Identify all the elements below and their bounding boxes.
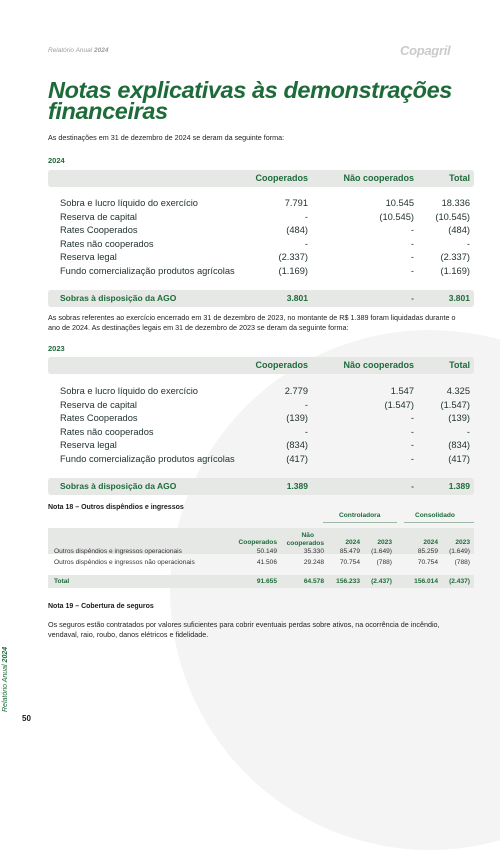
cell-value: 50.149 [256, 548, 277, 555]
cell-total: - [466, 238, 470, 249]
cell-cooperados: 7.791 [284, 198, 308, 208]
cell-value: 70.754 [417, 558, 438, 566]
total-cooperados: 1.389 [286, 481, 308, 491]
cell-nao-cooperados: (1.547) [384, 399, 414, 410]
table-row [48, 385, 474, 399]
cell-total: 18.336 [441, 198, 470, 208]
cell-cooperados: - [304, 211, 308, 222]
cell-value: (788) [376, 558, 392, 566]
cell-nao-cooperados: - [410, 413, 414, 423]
group-controladora-rule [323, 522, 397, 523]
page-title: Notas explicativas às demonstrações financeiras [48, 77, 452, 124]
cell-cooperados: (417) [286, 453, 308, 464]
row-label: Rates Cooperados [60, 225, 138, 235]
table-row [48, 238, 474, 252]
total-label: Sobras à disposição da AGO [60, 293, 177, 303]
year-label-2024: 2024 [48, 156, 65, 165]
table-row [48, 439, 474, 453]
row-label: Sobra e lucro líquido do exercício [60, 198, 198, 208]
cell-cooperados: (139) [286, 413, 308, 423]
cell-value: 41.506 [256, 558, 277, 566]
group-consolidado: Consolidado [415, 512, 455, 519]
table-row [48, 265, 474, 279]
nota18-total [48, 575, 474, 588]
cell-value: (1.649) [371, 548, 392, 555]
total-nao-cooperados: - [411, 293, 414, 303]
col-2024-controladora: 2024 [345, 539, 360, 546]
nota19-text: Os seguros estão contratados por valores suficientes para cobrir eventuais perdas sobre ativos, na ocorrência de incêndio, vendaval, raio, roubo, danos elétricos e fidelidade. [48, 620, 440, 639]
cell-cooperados: - [304, 399, 308, 410]
table-row [48, 399, 474, 413]
group-controladora: Controladora [339, 512, 381, 519]
table-2024-header [48, 170, 474, 187]
cell-total: (417) [448, 453, 470, 464]
cell-cooperados: (1.169) [278, 265, 308, 276]
nota19-title: Nota 19 – Cobertura de seguros [48, 603, 154, 610]
row-label: Fundo comercialização produtos agrícolas [60, 453, 235, 464]
total-value: (2.437) [371, 578, 392, 585]
cell-value: 29.248 [303, 558, 324, 566]
col-nao-line2: cooperados [286, 540, 324, 547]
intro-text: As destinações em 31 de dezembro de 2024 se deram da seguinte forma: [48, 133, 285, 142]
copagril-logo: Copagril [400, 43, 451, 58]
nota18-title: Nota 18 – Outros dispêndios e ingressos [48, 504, 184, 511]
cell-cooperados: 2.779 [284, 386, 308, 396]
nota18-table [48, 512, 474, 602]
row-label: Sobra e lucro líquido do exercício [60, 386, 198, 396]
table-2023-total [48, 478, 474, 495]
cell-value: 85.479 [339, 548, 360, 555]
col-total: Total [449, 173, 470, 183]
col-2023-consolidado: 2023 [455, 539, 470, 546]
row-label: Outros dispêndios e ingressos não operacionais [54, 558, 195, 566]
col-nao-line1: Não [301, 532, 314, 539]
cell-value: (1.649) [449, 548, 470, 555]
cell-nao-cooperados: - [410, 238, 414, 249]
cell-cooperados: - [304, 426, 308, 437]
cell-value: 70.754 [339, 558, 360, 566]
cell-value: 85.259 [417, 548, 438, 555]
total-label: Sobras à disposição da AGO [60, 481, 177, 491]
col-nao-cooperados: Não cooperados [343, 360, 414, 370]
cell-nao-cooperados: 1.547 [390, 386, 414, 396]
cell-nao-cooperados: - [410, 426, 414, 437]
page-number: 50 [22, 714, 31, 723]
cell-total: (10.545) [435, 211, 470, 222]
row-label: Reserva de capital [60, 211, 137, 222]
col-total: Total [449, 360, 470, 370]
cell-nao-cooperados: - [410, 440, 414, 450]
col-nao-cooperados: Não cooperados [343, 173, 414, 183]
cell-total: - [466, 426, 470, 437]
table-row [48, 412, 474, 426]
running-header [48, 47, 108, 54]
table-2023-header [48, 357, 474, 374]
cell-nao-cooperados: - [410, 453, 414, 464]
col-cooperados: Cooperados [255, 173, 308, 183]
total-label: Total [54, 578, 70, 585]
running-header-year: 2024 [94, 47, 109, 54]
table-row [48, 453, 474, 467]
total-total: 1.389 [448, 481, 470, 491]
row-label: Reserva legal [60, 252, 117, 262]
col-2023-controladora: 2023 [377, 539, 392, 546]
row-label: Rates não cooperados [60, 238, 154, 249]
row-label: Outros dispêndios e ingressos operacionais [54, 548, 182, 555]
col-cooperados: Cooperados [238, 539, 277, 546]
total-cooperados: 3.801 [286, 293, 308, 303]
cell-cooperados: (2.337) [278, 252, 308, 262]
cell-total: 4.325 [446, 386, 470, 396]
row-label: Reserva de capital [60, 399, 137, 410]
row-label: Rates Cooperados [60, 413, 138, 423]
table-row [48, 426, 474, 440]
cell-nao-cooperados: (10.545) [379, 211, 414, 222]
table-2024-total [48, 290, 474, 307]
row-label: Fundo comercialização produtos agrícolas [60, 265, 235, 276]
cell-total: (834) [448, 440, 470, 450]
row-label: Rates não cooperados [60, 426, 154, 437]
cell-nao-cooperados: 10.545 [385, 198, 414, 208]
table-row [48, 211, 474, 225]
cell-total: (2.337) [440, 252, 470, 262]
cell-nao-cooperados: - [410, 265, 414, 276]
cell-total: (484) [448, 225, 470, 235]
total-value: 64.578 [303, 578, 324, 585]
year-label-2023: 2023 [48, 344, 65, 353]
side-label-year: 2024 [2, 646, 9, 663]
cell-nao-cooperados: - [410, 225, 414, 235]
total-total: 3.801 [448, 293, 470, 303]
cell-cooperados: (484) [286, 225, 308, 235]
total-nao-cooperados: - [411, 481, 414, 491]
middle-paragraph: As sobras referentes ao exercício encerrado em 31 de dezembro de 2023, no montante de R$ 1.389 foram liquidadas durante o ano de 2024. As destinações legais em 31 de dezembro de 2023 se deram da seguinte forma: [48, 313, 456, 332]
side-label-text: Relatório Anual [2, 664, 9, 712]
side-label [2, 647, 9, 712]
table-row [48, 251, 474, 265]
group-consolidado-rule [404, 522, 474, 523]
cell-total: (1.169) [440, 265, 470, 276]
col-cooperados: Cooperados [255, 360, 308, 370]
total-value: (2.437) [449, 578, 470, 585]
table-row [48, 197, 474, 211]
running-header-text: Relatório Anual [48, 47, 93, 54]
total-value: 156.233 [336, 578, 360, 585]
cell-cooperados: (834) [286, 440, 308, 450]
total-value: 156.014 [414, 578, 438, 585]
cell-value: (788) [454, 558, 470, 566]
cell-total: (1.547) [440, 399, 470, 410]
row-label: Reserva legal [60, 440, 117, 450]
cell-total: (139) [448, 413, 470, 423]
cell-nao-cooperados: - [410, 252, 414, 262]
table-row [48, 224, 474, 238]
col-2024-consolidado: 2024 [423, 539, 438, 546]
cell-cooperados: - [304, 238, 308, 249]
cell-value: 35.330 [303, 548, 324, 555]
total-value: 91.655 [256, 578, 277, 585]
